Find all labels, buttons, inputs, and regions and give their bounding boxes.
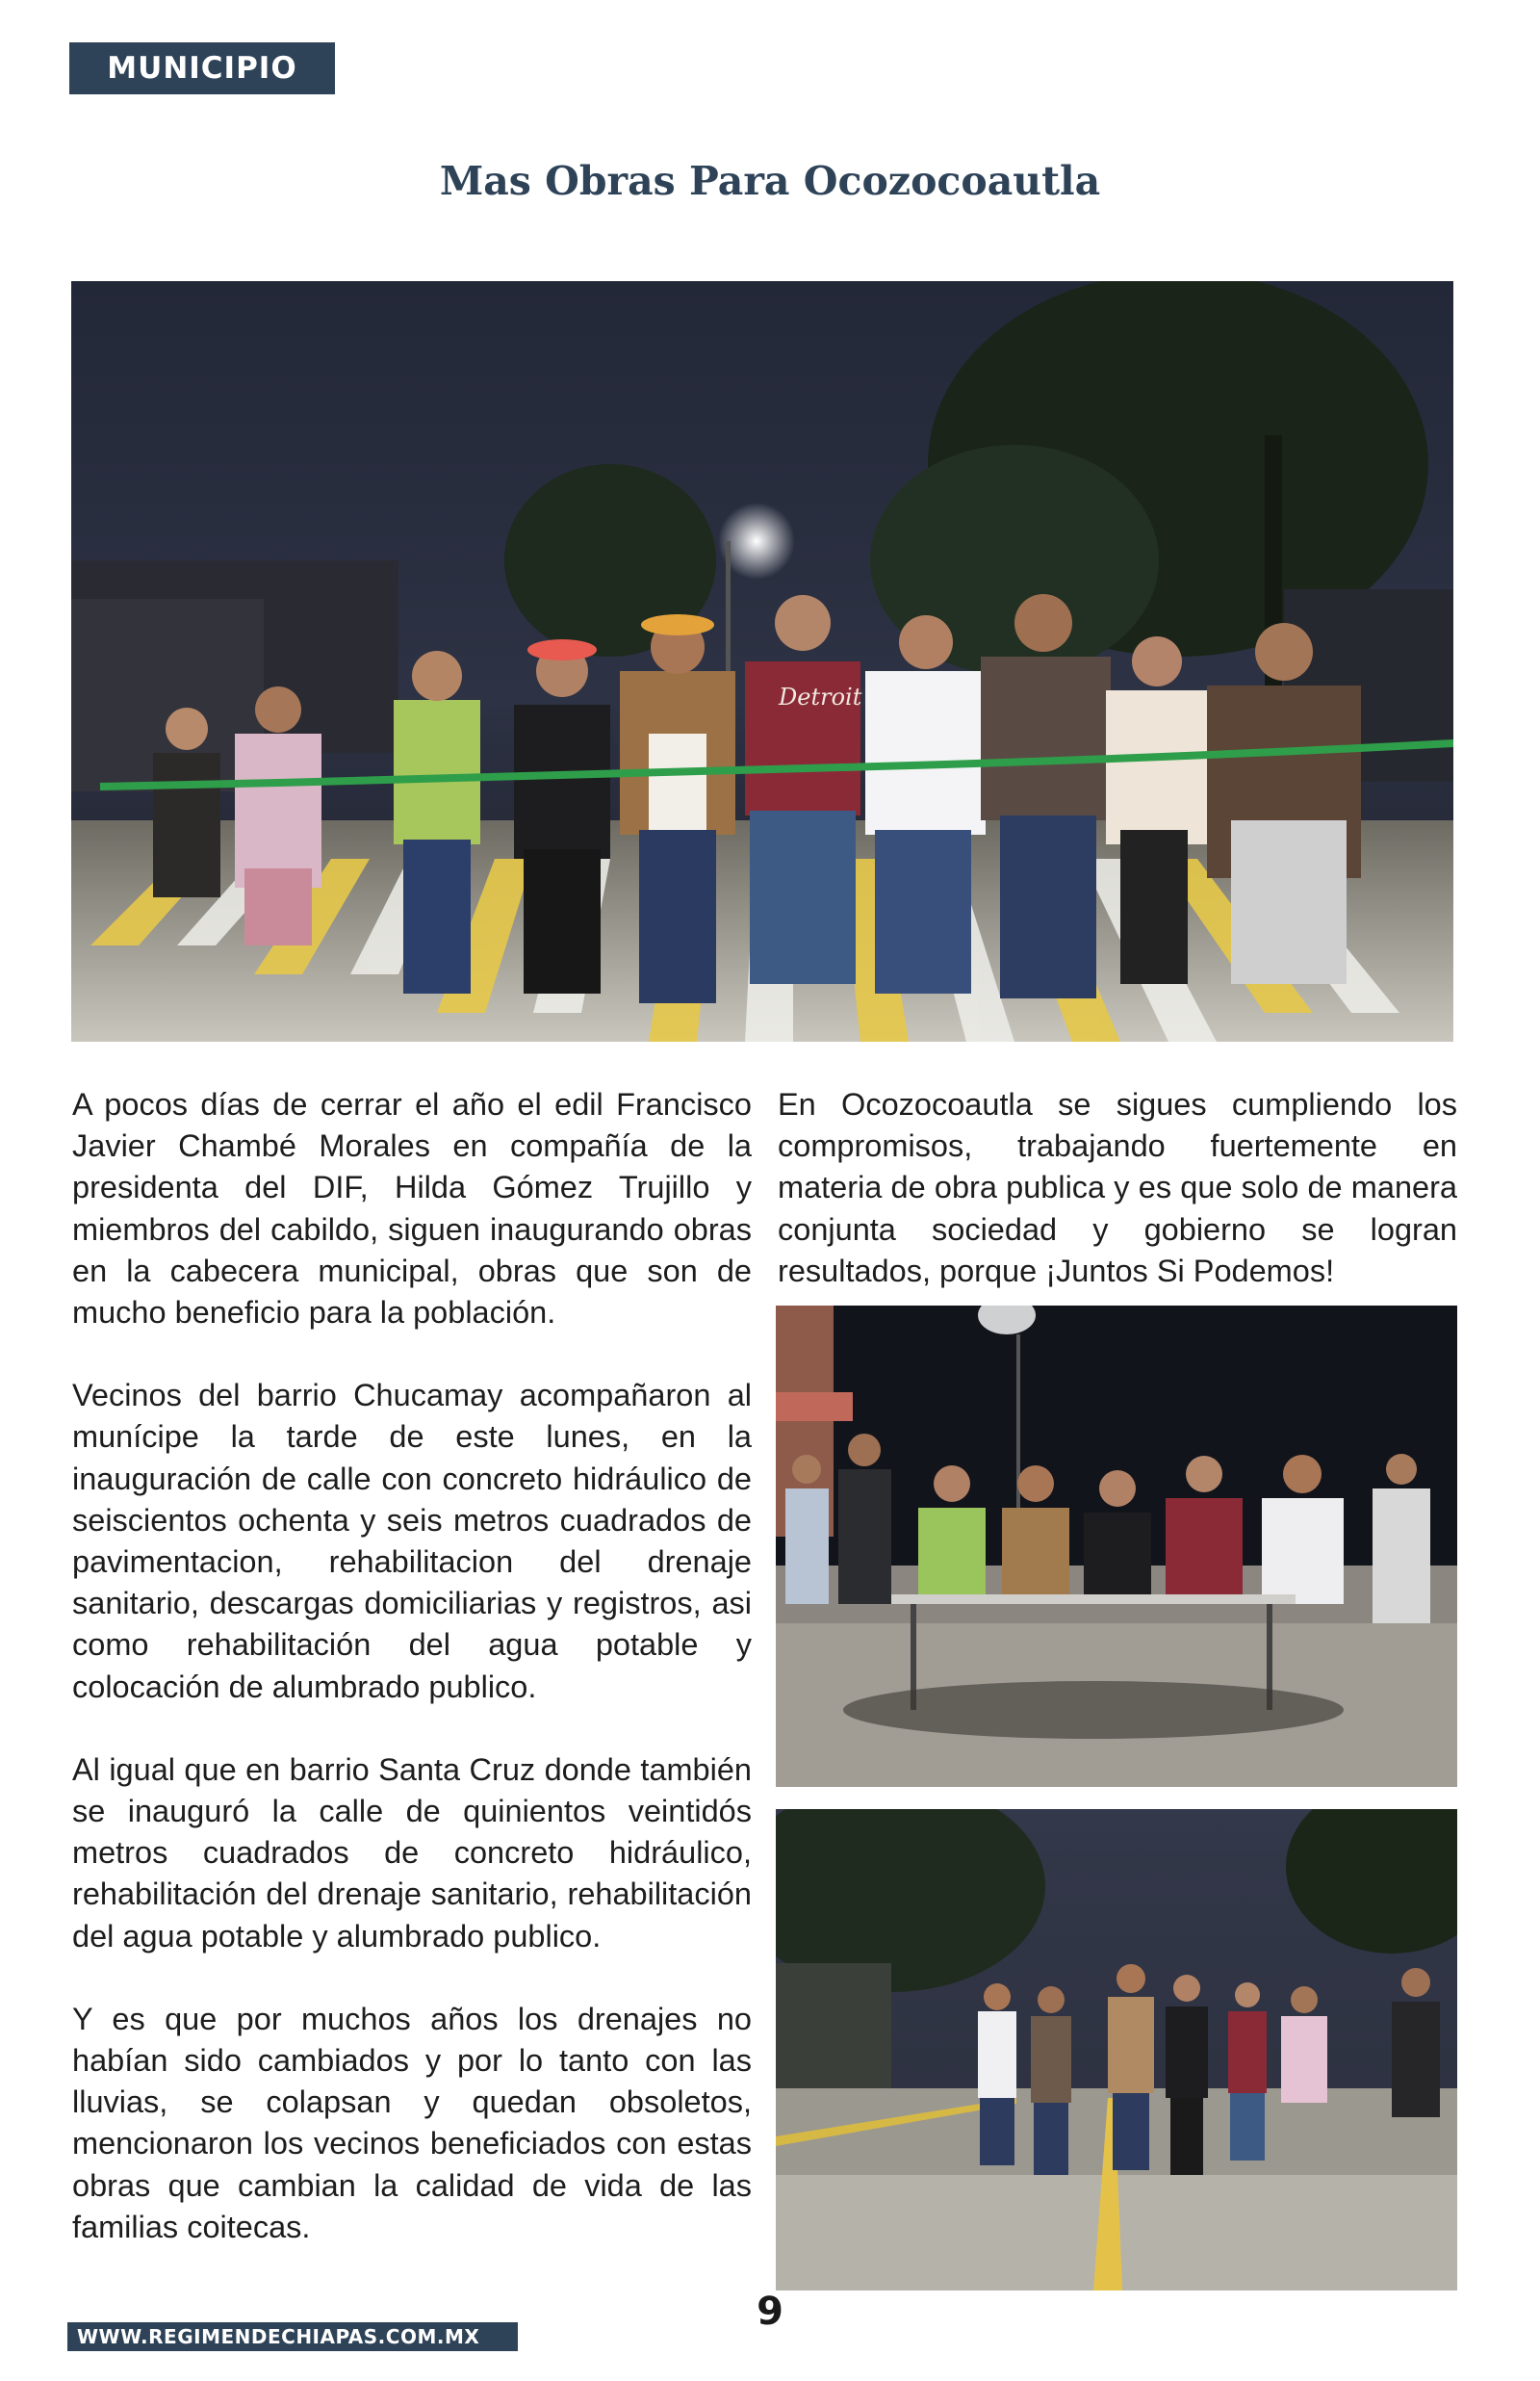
article-column-left [72, 1084, 752, 2290]
article-column-right [778, 1084, 1457, 1333]
officials-table-photo [776, 1306, 1457, 1787]
paragraph-compromisos: En Ocozocoautla se sigues cumpliendo los compromisos, trabajando fuertemente en materia de obra publica y es que solo de manera conjunta sociedad y gobierno se logran resultados, porque ¡Juntos Si Podemos! [778, 1087, 1457, 1288]
paragraph-santa-cruz: Al igual que en barrio Santa Cruz donde también se inauguró la calle de quinientos veintidós metros cuadrados de concreto hidráulico, rehabilitación del drenaje sanitario, rehabilitación del agua potable y alumbrado publico. [72, 1751, 752, 1954]
article-title: Mas Obras Para Ocozocoautla [439, 158, 1101, 204]
shirt-print: Detroit [779, 684, 862, 711]
paragraph-drenajes: Y es que por muchos años los drenajes no habían sido cambiados y por lo tanto con las lluvias, se colapsan y quedan obsoletos, mencionaron los vecinos beneficiados con estas obras que cambian la calidad de vida de las familias coitecas. [72, 2001, 752, 2244]
ribbon-cutting-photo [71, 281, 1453, 1042]
page-number: 9 [757, 2290, 783, 2334]
website-link[interactable]: WWW.REGIMENDECHIAPAS.COM.MX [67, 2322, 518, 2351]
paragraph-intro: A pocos días de cerrar el año el edil Francisco Javier Chambé Morales en compañía de la presidenta del DIF, Hilda Gómez Trujillo y miembros del cabildo, siguen inaugurando obras en la cabecera municipal, obras que son de mucho beneficio para la población. [72, 1087, 752, 1331]
section-tag: MUNICIPIO [69, 42, 335, 94]
officials-walking-photo [776, 1809, 1457, 2290]
paragraph-chucamay: Vecinos del barrio Chucamay acompañaron al munícipe la tarde de este lunes, en la inauguración de calle con concreto hidráulico de seiscientos ochenta y seis metros cuadrados de pavimentacion, rehabilitacion del drenaje sanitario, descargas domiciliarias y registros, asi como rehabilitación del agua potable y colocación de alumbrado publico. [72, 1378, 752, 1704]
